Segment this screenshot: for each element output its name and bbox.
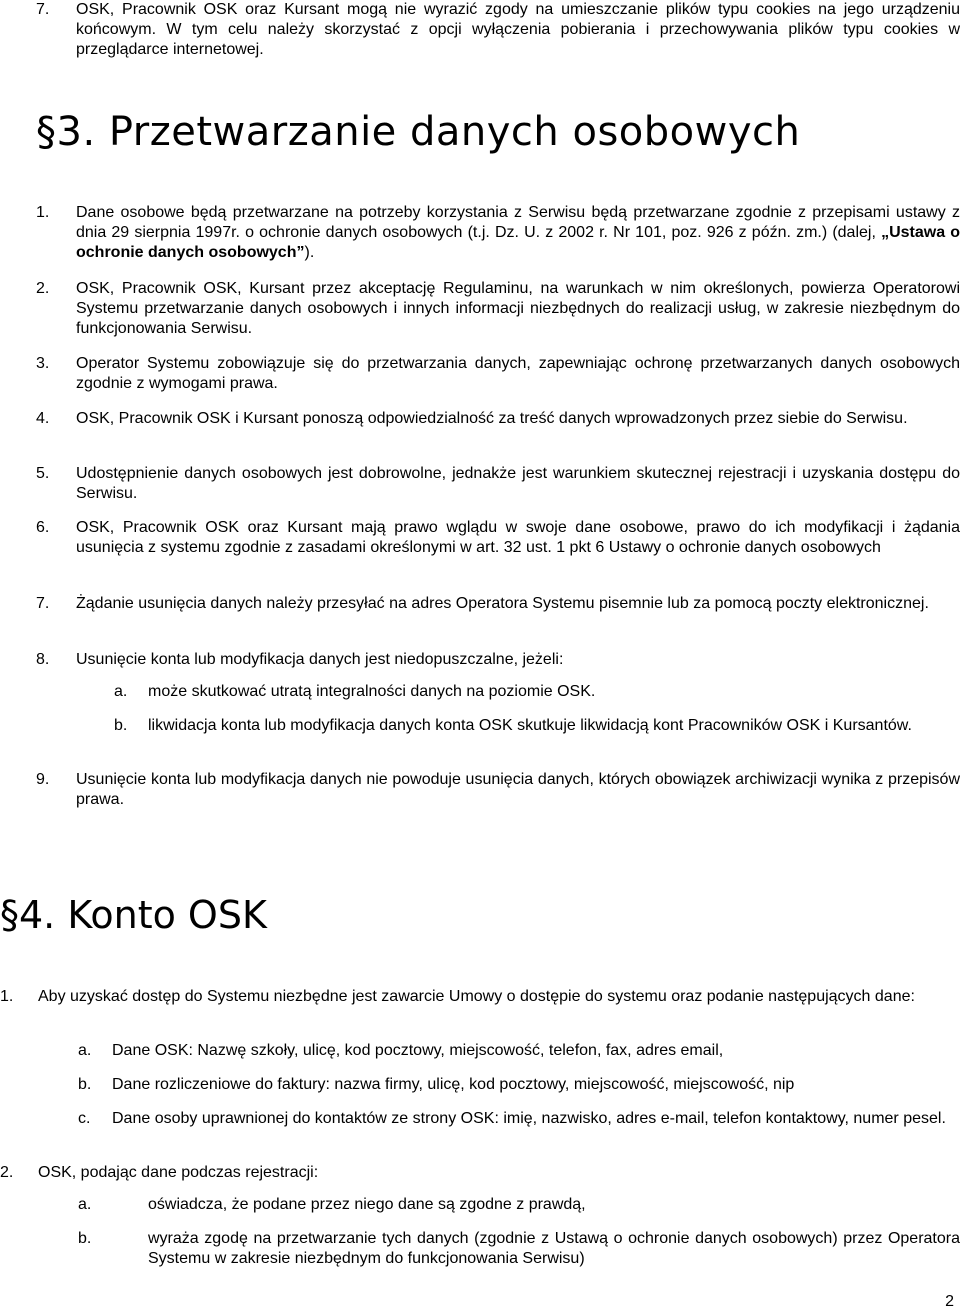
list-number: 3. — [36, 355, 50, 372]
sublist-text: Dane OSK: Nazwę szkoły, ulicę, kod pocztowy, miejscowość, telefon, fax, adres email, — [112, 1042, 724, 1059]
s3-item-9 — [36, 770, 960, 810]
list-number: 2. — [36, 280, 50, 297]
list-number: 4. — [36, 410, 50, 427]
list-number: 9. — [36, 771, 50, 788]
list-number: 6. — [36, 519, 50, 536]
sublist-text: wyraża zgodę na przetwarzanie tych danych (zgodnie z Ustawą o ochronie danych osobowych) przez Operatora Systemu w zakresie niezbędnym do funkcjonowania Serwisu) — [148, 1230, 960, 1267]
list-text: Operator Systemu zobowiązuje się do przetwarzania danych, zapewniając ochronę przetwarzanych danych osobowych zgodnie z wymogami prawa. — [76, 355, 960, 392]
sublist-text: likwidacja konta lub modyfikacja danych konta OSK skutkuje likwidacją kont Pracowników OSK i Kursantów. — [148, 717, 912, 734]
list-text: OSK, Pracownik OSK oraz Kursant mają prawo wglądu w swoje dane osobowe, prawo do ich modyfikacji i żądania usunięcia z systemu zgodnie z zasadami określonymi w art. 32 ust. 1 pkt 6 Ustawy o ochronie danych osobowych — [76, 519, 960, 556]
sublist-letter: b. — [114, 717, 128, 734]
sublist-text: może skutkować utratą integralności danych na poziomie OSK. — [148, 683, 596, 700]
section-3-heading: §3. Przetwarzanie danych osobowych — [36, 109, 801, 155]
s3-item-8-a — [114, 682, 960, 702]
s3-item-3 — [36, 354, 960, 394]
sublist-text: Dane osoby uprawnionej do kontaktów ze strony OSK: imię, nazwisko, adres e-mail, telefon kontaktowy, numer pesel. — [112, 1110, 946, 1127]
sublist-letter: b. — [78, 1230, 92, 1247]
s4-item-1-a — [78, 1041, 960, 1061]
section-4-heading: §4. Konto OSK — [0, 893, 267, 937]
s3-item-5 — [36, 464, 960, 504]
sublist-letter: a. — [78, 1042, 92, 1059]
s4-item-1-b — [78, 1075, 960, 1095]
s3-item-6 — [36, 518, 960, 558]
sublist-text: oświadcza, że podane przez niego dane są zgodne z prawdą, — [148, 1196, 586, 1213]
list-item-7-cookies — [36, 0, 960, 60]
sublist-text: Dane rozliczeniowe do faktury: nazwa firmy, ulicę, kod pocztowy, miejscowość, miejscowość, nip — [112, 1076, 795, 1093]
s4-item-2-b — [78, 1229, 960, 1269]
list-number: 8. — [36, 651, 50, 668]
s3-item-2 — [36, 279, 960, 339]
list-text: OSK, Pracownik OSK, Kursant przez akceptację Regulaminu, na warunkach w nim określonych, powierza Operatorowi Systemu przetwarzanie danych osobowych i innych informacji niezbędnych do realizacji usług, w zakresie niezbędnym do funkcjonowania Serwisu. — [76, 280, 960, 337]
list-text: Usunięcie konta lub modyfikacja danych nie powoduje usunięcia danych, których obowiązek archiwizacji wynika z przepisów prawa. — [76, 771, 960, 808]
s3-item-4 — [36, 409, 960, 429]
list-text: Usunięcie konta lub modyfikacja danych jest niedopuszczalne, jeżeli: — [76, 651, 564, 668]
sublist-letter: c. — [78, 1110, 91, 1127]
s4-item-1 — [0, 987, 960, 1007]
list-number: 1. — [36, 204, 50, 221]
list-number: 7. — [36, 1, 50, 18]
sublist-letter: b. — [78, 1076, 92, 1093]
list-number: 1. — [0, 988, 14, 1005]
bold-term: „Ustawa o ochronie danych osobowych” — [76, 224, 960, 261]
sublist-letter: a. — [78, 1196, 92, 1213]
list-number: 2. — [0, 1164, 14, 1181]
list-text: Udostępnienie danych osobowych jest dobrowolne, jednakże jest warunkiem skutecznej rejestracji i uzyskania dostępu do Serwisu. — [76, 465, 960, 502]
list-text: OSK, Pracownik OSK oraz Kursant mogą nie wyrazić zgody na umieszczanie plików typu cookies na jego urządzeniu końcowym. W tym celu należy skorzystać z opcji wyłączenia pobierania i przechowywania plików typu cookies w przeglądarce internetowej. — [76, 1, 960, 58]
list-text: OSK, podając dane podczas rejestracji: — [38, 1164, 319, 1181]
list-text: Żądanie usunięcia danych należy przesyłać na adres Operatora Systemu pisemnie lub za pomocą poczty elektronicznej. — [76, 595, 929, 612]
s3-item-7 — [36, 594, 960, 614]
s4-item-1-c — [78, 1109, 960, 1129]
s3-item-8-b — [114, 716, 960, 736]
s4-item-2-a — [78, 1195, 960, 1215]
list-text-tail: ). — [304, 244, 315, 261]
sublist-letter: a. — [114, 683, 128, 700]
list-text: OSK, Pracownik OSK i Kursant ponoszą odpowiedzialność za treść danych wprowadzonych przez siebie do Serwisu. — [76, 410, 908, 427]
s3-item-1 — [36, 203, 960, 263]
page-number: 2 — [945, 1293, 954, 1310]
list-text: Aby uzyskać dostęp do Systemu niezbędne jest zawarcie Umowy o dostępie do systemu oraz podanie następujących dane: — [38, 988, 915, 1005]
s4-item-2 — [0, 1163, 960, 1183]
list-number: 5. — [36, 465, 50, 482]
list-number: 7. — [36, 595, 50, 612]
s3-item-8 — [36, 650, 960, 670]
list-text: Dane osobowe będą przetwarzane na potrzeby korzystania z Serwisu będą przetwarzane zgodnie z przepisami ustawy z dnia 29 sierpnia 1997r. o ochronie danych osobowych (t.j. Dz. U. z 2002 r. Nr 101, poz. 926 z późn. zm.) (dalej, — [76, 204, 960, 241]
